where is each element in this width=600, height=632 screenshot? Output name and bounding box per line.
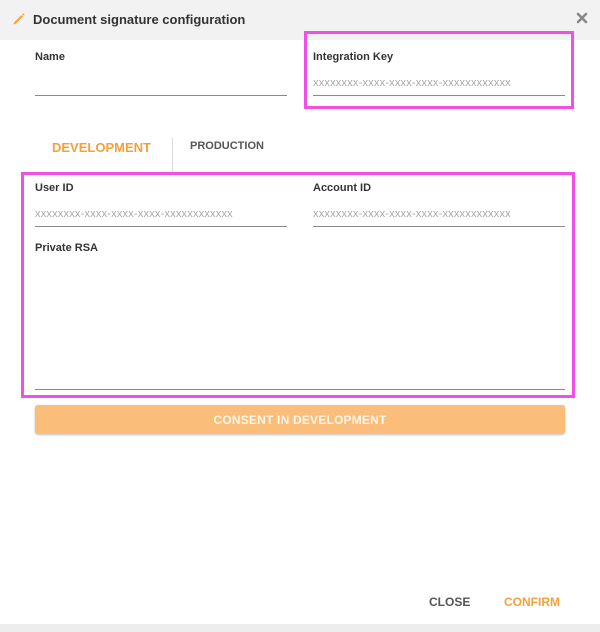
tab-divider <box>172 138 173 172</box>
integration-key-input[interactable] <box>313 70 565 96</box>
private-rsa-textarea[interactable] <box>35 262 565 390</box>
user-id-input[interactable] <box>35 201 287 227</box>
dialog-header <box>0 0 600 40</box>
dialog-bottom-strip <box>0 624 600 632</box>
user-id-label: User ID <box>35 182 74 194</box>
pencil-icon <box>12 12 26 26</box>
account-id-label: Account ID <box>313 182 372 194</box>
account-id-input[interactable] <box>313 201 565 227</box>
close-x-icon[interactable] <box>576 12 588 24</box>
name-label: Name <box>35 51 65 63</box>
dialog-title: Document signature configuration <box>33 12 246 27</box>
integration-key-label: Integration Key <box>313 51 394 63</box>
tab-production[interactable]: PRODUCTION <box>190 140 264 152</box>
confirm-button[interactable]: CONFIRM <box>504 595 560 609</box>
name-input[interactable] <box>35 70 287 96</box>
close-button[interactable]: CLOSE <box>429 595 471 609</box>
tab-development[interactable]: DEVELOPMENT <box>52 140 151 155</box>
private-rsa-label: Private RSA <box>35 242 98 254</box>
consent-in-development-button[interactable]: CONSENT IN DEVELOPMENT <box>35 405 565 434</box>
